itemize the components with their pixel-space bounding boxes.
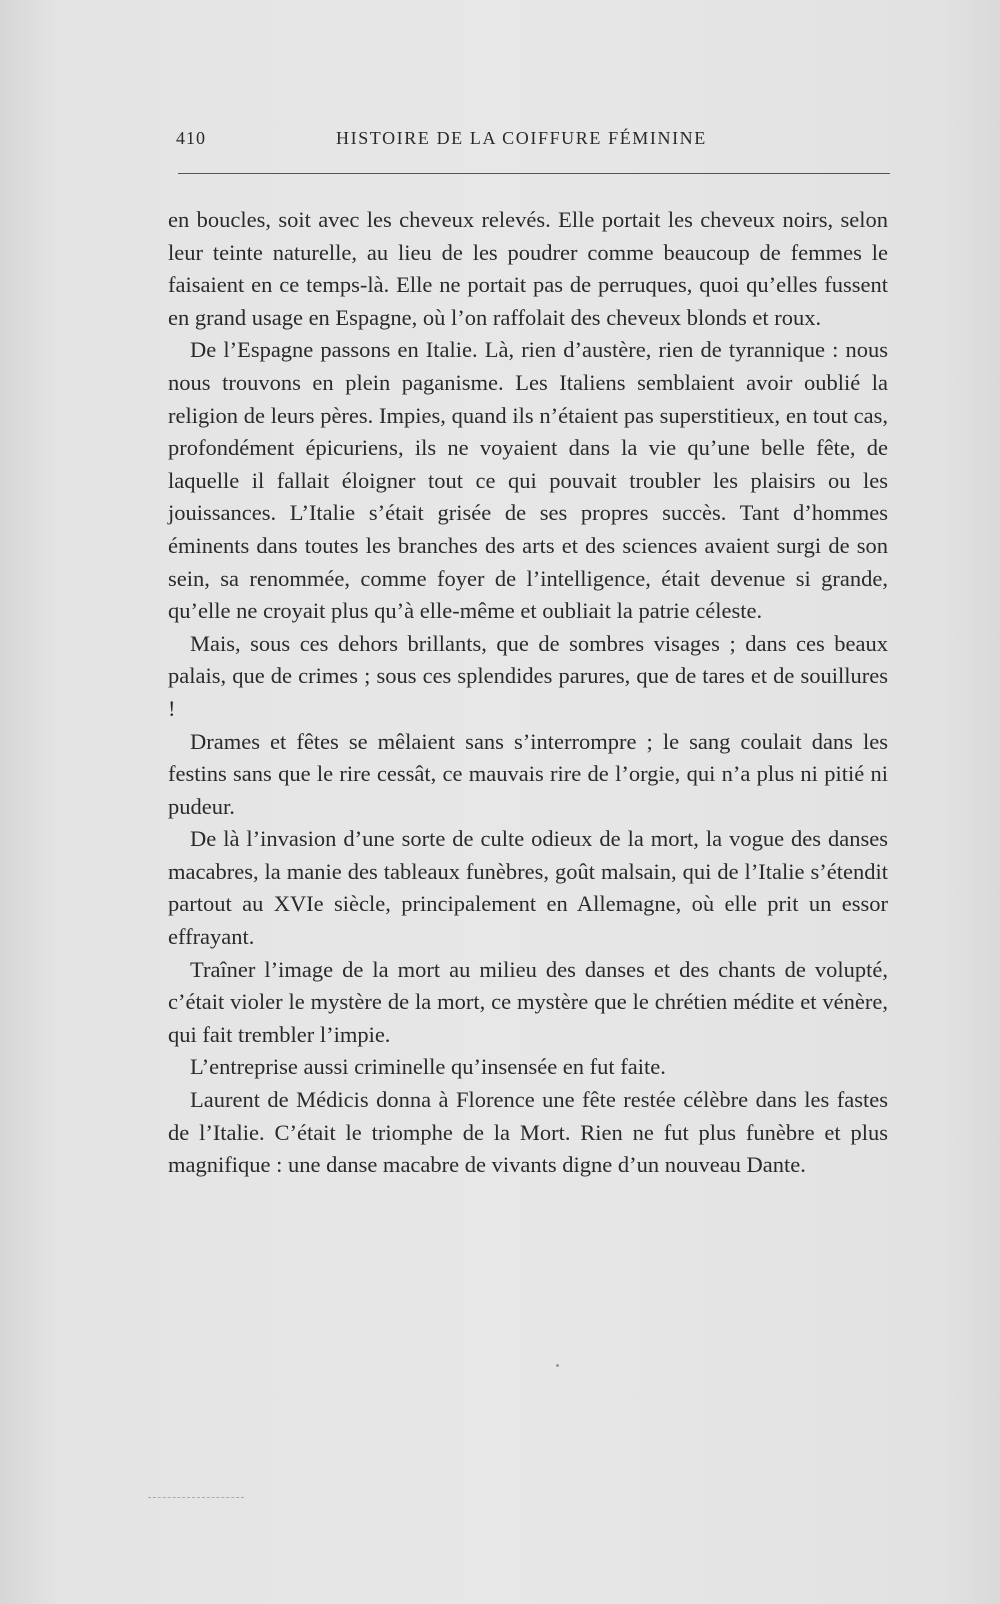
paragraph: L’entreprise aussi criminelle qu’insensée en fut faite. <box>190 1054 666 1080</box>
paragraph: Mais, sous ces dehors brillants, que de sombres visages ; dans ces beaux palais, que de crimes ; sous ces splendides parures, que de tares et de souillures ! <box>168 630 888 721</box>
header-rule <box>178 173 890 174</box>
paragraph: De l’Espagne passons en Italie. Là, rien d’austère, rien de tyrannique : nous nous trouvons en plein paganisme. Les Italiens semblaient avoir oublié la religion de leurs pères. Impies, quand ils n’étaient pas superstitieux, en tout cas, profondément épicuriens, ils ne voyaient dans la vie qu’une belle fête, de laquelle il fallait éloigner tout ce qui pouvait troubler les plaisirs ou les jouissances. L’Italie s’était grisée de ses propres succès. Tant d’hommes éminents dans toutes les branches des arts et des sciences avaient surgi de son sein, sa renommée, comme foyer de l’intelligence, était devenue si grande, qu’elle ne croyait plus qu’à elle-même et oubliait la patrie céleste. <box>168 337 888 624</box>
running-head <box>176 128 890 154</box>
body-text <box>168 204 888 1182</box>
paragraph: De là l’invasion d’une sorte de culte odieux de la mort, la vogue des danses macabres, la manie des tableaux funèbres, goût malsain, qui de l’Italie s’étendit partout au XVIe siècle, principalement en Allemagne, où elle prit un essor effrayant. <box>168 826 888 950</box>
paragraph: Traîner l’image de la mort au milieu des danses et des chants de volupté, c’était violer le mystère de la mort, ce mystère que le chrétien médite et vénère, qui fait trembler l’impie. <box>168 956 888 1047</box>
paper-speck <box>556 1364 559 1367</box>
footer-mark <box>148 1497 244 1498</box>
paragraph: Drames et fêtes se mêlaient sans s’interrompre ; le sang coulait dans les festins sans que le rire cessât, ce mauvais rire de l’orgie, qui n’a plus ni pitié ni pudeur. <box>168 728 888 819</box>
running-title: HISTOIRE DE LA COIFFURE FÉMININE <box>336 128 707 148</box>
paragraph: Laurent de Médicis donna à Florence une fête restée célèbre dans les fastes de l’Italie. C’était le triomphe de la Mort. Rien ne fut plus funèbre et plus magnifique : une danse macabre de vivants digne d’un nouveau Dante. <box>168 1087 888 1178</box>
page-number: 410 <box>176 128 206 148</box>
paragraph-continuation: en boucles, soit avec les cheveux relevés. Elle portait les cheveux noirs, selon leur teinte naturelle, au lieu de les poudrer comme beaucoup de femmes le faisaient en ce temps-là. Elle ne portait pas de perruques, quoi qu’elles fussent en grand usage en Espagne, où l’on raffolait des cheveux blonds et roux. <box>168 207 888 330</box>
